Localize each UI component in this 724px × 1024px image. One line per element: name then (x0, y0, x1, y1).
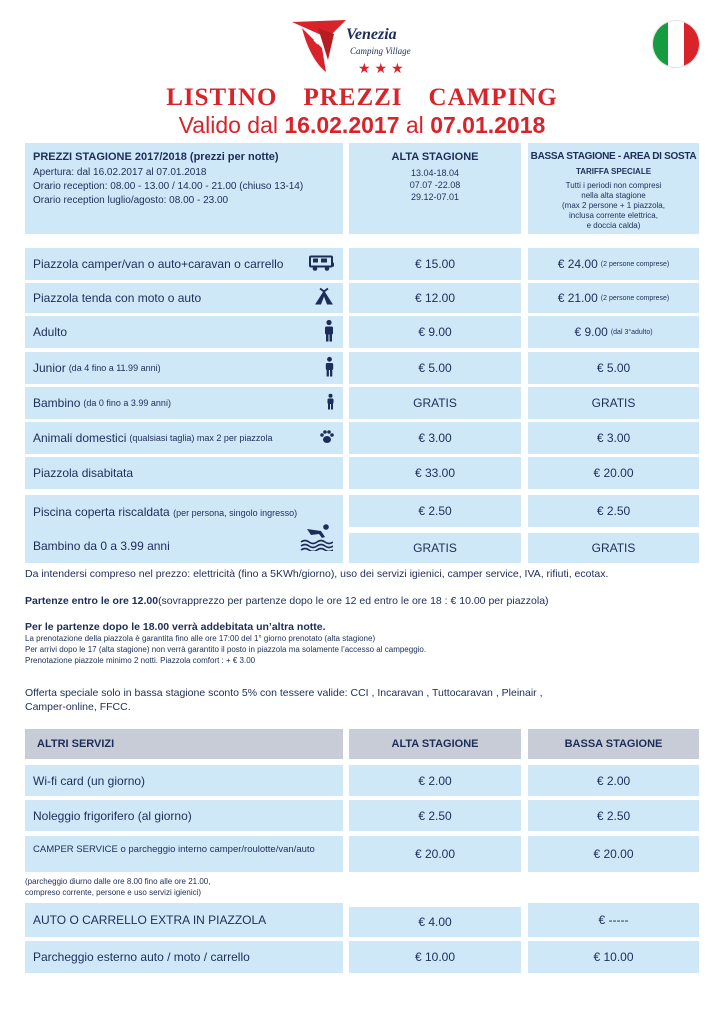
price-alta: GRATIS (349, 387, 521, 419)
child-icon (326, 394, 335, 413)
logo-subtitle: Camping Village (350, 46, 411, 56)
logo (288, 8, 438, 78)
services-header-alta: ALTA STAGIONE (349, 729, 521, 759)
row-label-text: Piazzola disabitata (33, 466, 134, 480)
camper-icon (309, 254, 335, 275)
price-bassa: € 20.00 (528, 457, 699, 489)
booking-note-line: Per arrivi dopo le 17 (alta stagione) non verrà garantito il posto in piazzola ma solamente l’accesso al campeggio. (25, 645, 427, 654)
row-label-text: Piazzola tenda con moto o auto (33, 291, 202, 305)
row-label-text: Adulto (33, 325, 68, 339)
season-header-line: Apertura: dal 16.02.2017 al 07.01.2018 (33, 167, 207, 178)
page-title (0, 84, 724, 112)
bassa-header-line: e doccia calda) (586, 221, 641, 230)
price-bassa-value: € 21.00 (557, 291, 598, 305)
row-label-note: (da 4 fino a 11.99 anni) (68, 363, 161, 373)
price-bassa-value: € 24.00 (557, 257, 598, 271)
season-header-line: Orario reception luglio/agosto: 08.00 - 23.00 (33, 195, 229, 206)
italian-flag-icon (652, 20, 700, 68)
validity-subtitle (0, 112, 724, 139)
validity-mid: al (405, 112, 424, 138)
validity-to: 07.01.2018 (430, 112, 546, 138)
price-bassa (528, 316, 699, 348)
price-bassa-value: € 9.00 (574, 325, 608, 339)
service-bassa: € 20.00 (528, 836, 699, 872)
pool-child-bassa: GRATIS (528, 533, 699, 563)
late-departure-bold: Per le partenze dopo le 18.00 verrà addebitata un’altra notte. (25, 621, 326, 633)
price-row-label (25, 316, 343, 348)
price-row-label (25, 283, 343, 313)
row-label-text: Animali domestici (33, 431, 127, 445)
price-row-label (25, 422, 343, 454)
price-alta: € 12.00 (349, 283, 521, 313)
validity-prefix: Valido dal (178, 112, 278, 138)
row-label-note: (qualsiasi taglia) max 2 per piazzola (129, 433, 273, 443)
bassa-header-line: (max 2 persone + 1 piazzola, (562, 201, 665, 210)
pool-row (25, 495, 343, 563)
season-header-line: Orario reception: 08.00 - 13.00 / 14.00 - 21.00 (chiuso 13-14) (33, 181, 304, 192)
included-note: Da intendersi compreso nel prezzo: elettricità (fino a 5KWh/giorno), uso dei servizi igienici, camper service, IVA, rifiuti, ecotax. (25, 568, 609, 580)
offer-line: Camper-online, FFCC. (25, 701, 131, 713)
late-departure-note (25, 621, 326, 633)
departure-note-text: (sovrapprezzo per partenze dopo le ore 12 ed entro le ore 18 : € 10.00 per piazzola) (158, 595, 549, 607)
camper-note-line: compreso corrente, persone e uso servizi igienici) (25, 888, 202, 897)
service-bassa: € 2.00 (528, 765, 699, 796)
service-alta: € 20.00 (349, 836, 521, 872)
tent-icon (313, 288, 335, 309)
title-word-1: LISTINO (166, 84, 278, 111)
junior-icon (324, 357, 335, 380)
camper-service-note (25, 876, 210, 898)
departure-note (25, 595, 549, 607)
season-header (25, 143, 343, 234)
price-row-label (25, 387, 343, 419)
service-bassa: € ----- (528, 903, 699, 937)
price-alta: € 9.00 (349, 316, 521, 348)
title-word-3: CAMPING (428, 84, 558, 111)
pool-alta: € 2.50 (349, 495, 521, 527)
service-row-label: Wi-fi card (un giorno) (25, 765, 343, 796)
service-row-label: AUTO O CARRELLO EXTRA IN PIAZZOLA (25, 903, 343, 937)
pool-child-alta: GRATIS (349, 533, 521, 563)
service-bassa: € 2.50 (528, 800, 699, 831)
bassa-header-subtitle: TARIFFA SPECIALE (575, 167, 652, 176)
bassa-header-title: BASSA STAGIONE - AREA DI SOSTA (530, 151, 697, 162)
bassa-header-line: inclusa corrente elettrica, (569, 211, 658, 220)
alta-period: 29.12-07.01 (410, 192, 460, 202)
logo-stars: ★★★ (358, 60, 408, 76)
booking-note-line: La prenotazione della piazzola è garantita fino alle ore 17:00 del 1° giorno prenotato (alta stagione) (25, 634, 376, 643)
offer-note (25, 686, 543, 714)
service-alta: € 10.00 (349, 941, 521, 973)
price-bassa (528, 283, 699, 313)
price-alta: € 3.00 (349, 422, 521, 454)
price-alta: € 33.00 (349, 457, 521, 489)
pool-child-label: Bambino da 0 a 3.99 anni (33, 539, 170, 553)
pool-label (33, 505, 297, 519)
price-alta: € 15.00 (349, 248, 521, 280)
service-alta: € 2.00 (349, 765, 521, 796)
season-header-title: PREZZI STAGIONE 2017/2018 (prezzi per notte) (33, 151, 279, 163)
booking-note-line: Prenotazione piazzole minimo 2 notti. Piazzola comfort : + € 3.00 (25, 656, 256, 665)
bassa-header (528, 143, 699, 234)
service-alta: € 2.50 (349, 800, 521, 831)
departure-note-bold: Partenze entro le ore 12.00 (25, 595, 159, 607)
price-bassa-note: (2 persone comprese) (600, 260, 670, 268)
service-row-label: Parcheggio esterno auto / moto / carrello (25, 941, 343, 973)
bassa-header-line: nella alta stagione (581, 191, 646, 200)
price-bassa: € 5.00 (528, 352, 699, 384)
row-label-text: Junior (33, 361, 66, 375)
price-bassa-note: (2 persone comprese) (600, 294, 670, 302)
row-label-text: Piazzola camper/van o auto+caravan o carrello (33, 257, 284, 271)
validity-from: 16.02.2017 (284, 112, 400, 138)
row-label-text: Bambino (33, 396, 81, 410)
pool-bassa: € 2.50 (528, 495, 699, 527)
alta-period: 07.07 -22.08 (409, 180, 461, 190)
services-header: ALTRI SERVIZI (25, 729, 343, 759)
price-alta: € 5.00 (349, 352, 521, 384)
adult-icon (323, 320, 335, 345)
booking-notes (25, 633, 426, 666)
title-word-2: PREZZI (303, 84, 403, 111)
price-row-label (25, 457, 343, 489)
camper-note-line: (parcheggio diurno dalle ore 8.00 fino alle ore 21.00, (25, 877, 211, 886)
price-bassa (528, 248, 699, 280)
swimmer-icon (299, 521, 333, 556)
service-row-label: CAMPER SERVICE o parcheggio interno camper/roulotte/van/auto (25, 836, 343, 872)
price-bassa-note: (dal 3°adulto) (610, 328, 653, 336)
alta-header (349, 143, 521, 234)
pool-label-note: (per persona, singolo ingresso) (173, 508, 298, 518)
paw-icon (319, 429, 335, 448)
offer-line: Offerta speciale solo in bassa stagione sconto 5% con tessere valide: CCI , Incaravan , Tuttocaravan , Pleinair , (25, 687, 543, 699)
service-row-label: Noleggio frigorifero (al giorno) (25, 800, 343, 831)
price-row-label (25, 352, 343, 384)
services-header-bassa: BASSA STAGIONE (528, 729, 699, 759)
bassa-header-line: Tutti i periodi non compresi (565, 181, 662, 190)
logo-name: Venezia (346, 26, 397, 43)
alta-header-title: ALTA STAGIONE (391, 151, 479, 163)
price-row-label (25, 248, 343, 280)
alta-period: 13.04-18.04 (410, 168, 460, 178)
row-label-note: (da 0 fino a 3.99 anni) (83, 398, 171, 408)
price-bassa: € 3.00 (528, 422, 699, 454)
price-bassa: GRATIS (528, 387, 699, 419)
service-alta: € 4.00 (349, 907, 521, 937)
service-bassa: € 10.00 (528, 941, 699, 973)
pool-label-text: Piscina coperta riscaldata (33, 505, 170, 519)
